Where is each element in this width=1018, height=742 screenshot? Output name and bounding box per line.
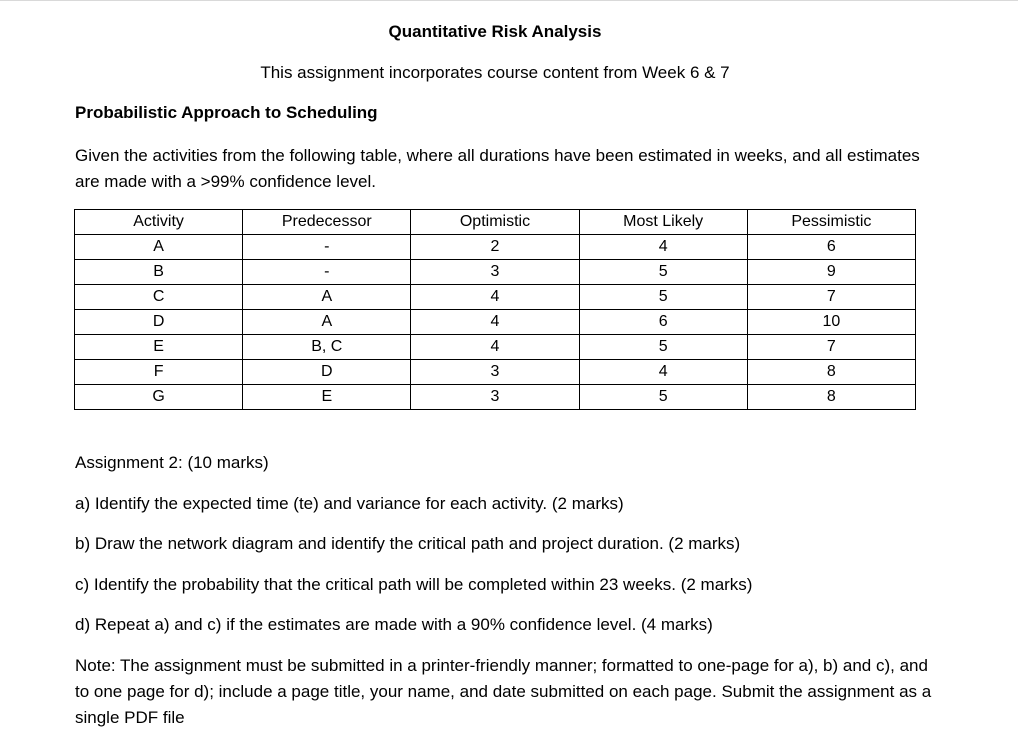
table-cell: 9 (747, 260, 915, 285)
column-header-most-likely: Most Likely (579, 210, 747, 235)
table-cell: B, C (243, 335, 411, 360)
table-cell: B (75, 260, 243, 285)
assignment-section (75, 451, 935, 654)
table-row (75, 360, 916, 385)
table-cell: A (243, 310, 411, 335)
column-header-optimistic: Optimistic (411, 210, 579, 235)
table-cell: 8 (747, 385, 915, 410)
table-cell: 2 (411, 235, 579, 260)
table-cell: C (75, 285, 243, 310)
table-cell: 3 (411, 385, 579, 410)
section-heading: Probabilistic Approach to Scheduling (75, 103, 378, 122)
table-cell: E (75, 335, 243, 360)
table-cell: 6 (579, 310, 747, 335)
assignment-item-a: a) Identify the expected time (te) and variance for each activity. (2 marks) (75, 493, 624, 513)
table-row (75, 310, 916, 335)
table-cell: 4 (411, 310, 579, 335)
page-title: Quantitative Risk Analysis (388, 22, 602, 41)
table-cell: A (243, 285, 411, 310)
table-cell: 7 (747, 285, 915, 310)
page-subtitle: This assignment incorporates course content from Week 6 & 7 (260, 63, 730, 82)
assignment-item-d: d) Repeat a) and c) if the estimates are made with a 90% confidence level. (4 marks) (75, 615, 713, 634)
table-cell: F (75, 360, 243, 385)
table-cell: 5 (579, 385, 747, 410)
table-cell: 4 (579, 360, 747, 385)
intro-paragraph: Given the activities from the following table, where all durations have been estimated in weeks, and all estimates are made with a >99% confidence level. (75, 146, 920, 191)
table-cell: 10 (747, 310, 915, 335)
table-row (75, 235, 916, 260)
table-cell: G (75, 385, 243, 410)
column-header-predecessor: Predecessor (243, 210, 411, 235)
table-cell: D (243, 360, 411, 385)
assignment-item-c: c) Identify the probability that the critical path will be completed within 23 weeks. (2 marks) (75, 574, 753, 594)
table-cell: 4 (411, 335, 579, 360)
table-cell: E (243, 385, 411, 410)
table-cell: 5 (579, 260, 747, 285)
table-cell: A (75, 235, 243, 260)
table-cell: 3 (411, 260, 579, 285)
table-cell: 4 (579, 235, 747, 260)
table-cell: D (75, 310, 243, 335)
column-header-activity: Activity (75, 210, 243, 235)
assignment-heading: Assignment 2: (10 marks) (75, 453, 269, 472)
submission-note: Note: The assignment must be submitted in a printer-friendly manner; formatted to one-page for a), b) and c), and to one page for d); include a page title, your name, and date submitted on each page. Submit the assignment as a single PDF file (75, 656, 932, 727)
table-cell: 3 (411, 360, 579, 385)
table-row (75, 335, 916, 360)
table-cell: 6 (747, 235, 915, 260)
table-row (75, 260, 916, 285)
table-cell: 8 (747, 360, 915, 385)
table-cell: 7 (747, 335, 915, 360)
table-cell: 4 (411, 285, 579, 310)
table-cell: 5 (579, 285, 747, 310)
activity-table (74, 209, 916, 410)
table-row (75, 385, 916, 410)
table-cell: - (243, 235, 411, 260)
top-divider (0, 0, 1018, 1)
table-row (75, 285, 916, 310)
assignment-item-b: b) Draw the network diagram and identify the critical path and project duration. (2 marks) (75, 534, 741, 553)
table-cell: 5 (579, 335, 747, 360)
table-header-row (75, 210, 916, 235)
table-cell: - (243, 260, 411, 285)
column-header-pessimistic: Pessimistic (747, 210, 915, 235)
